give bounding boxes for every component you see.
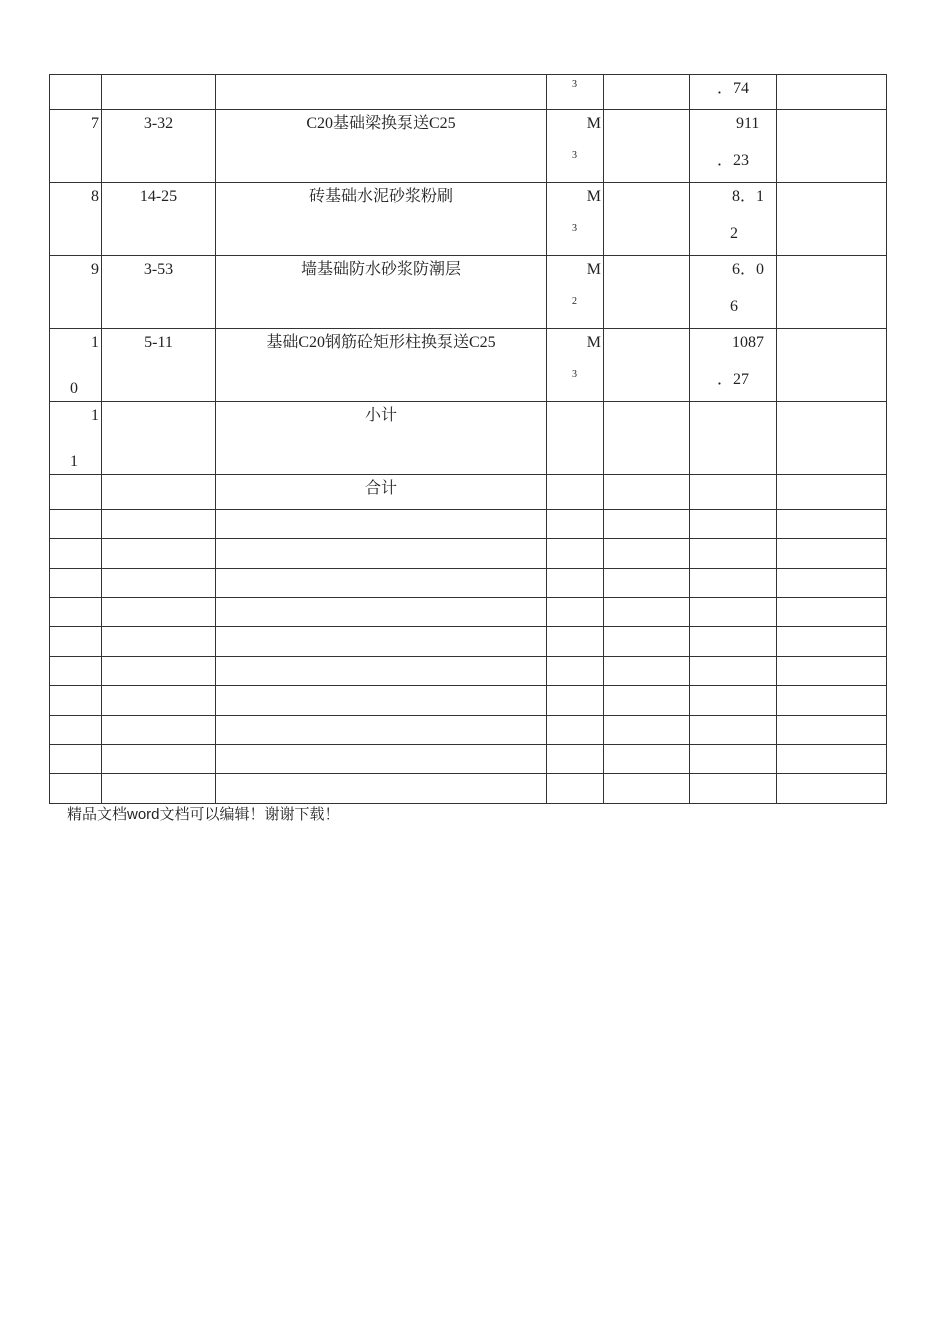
empty-row — [50, 627, 887, 657]
empty-row — [50, 539, 887, 569]
quantity-cell: 8．1 2 — [690, 183, 777, 256]
total-row — [50, 475, 887, 510]
empty-row — [50, 745, 887, 774]
quantity-cell: 911 ．23 — [690, 110, 777, 183]
unit-cell: M 3 — [547, 183, 604, 256]
quantity-table — [49, 74, 887, 804]
unit-cell — [547, 75, 604, 110]
seq-cell: 7 — [50, 110, 102, 183]
unit-cell: M 3 — [547, 329, 604, 402]
footer-note: 精品文档word文档可以编辑！谢谢下载！ — [67, 806, 340, 823]
item-name-cell: C20基础梁换泵送C25 — [216, 110, 547, 183]
unit-superscript: 3 — [572, 79, 577, 90]
table-row — [50, 329, 887, 402]
table-row — [50, 256, 887, 329]
subtotal-row — [50, 402, 887, 475]
empty-row — [50, 774, 887, 804]
empty-row — [50, 686, 887, 716]
item-name-cell: 基础C20钢筋砼矩形柱换泵送C25 — [216, 329, 547, 402]
empty-row — [50, 598, 887, 627]
code-cell: 3-53 — [102, 256, 216, 329]
empty-row — [50, 657, 887, 686]
table-row — [50, 183, 887, 256]
total-label: 合计 — [216, 475, 547, 510]
code-cell: 3-32 — [102, 110, 216, 183]
item-name-cell: 砖基础水泥砂浆粉刷 — [216, 183, 547, 256]
quantity-cell: 1087 ．27 — [690, 329, 777, 402]
quantity-cell — [690, 75, 777, 110]
table-row-continued — [50, 75, 887, 110]
code-cell: 14-25 — [102, 183, 216, 256]
code-cell: 5-11 — [102, 329, 216, 402]
empty-row — [50, 569, 887, 598]
empty-row — [50, 510, 887, 539]
table-row — [50, 110, 887, 183]
seq-cell: 1 1 — [50, 402, 102, 475]
unit-cell: M 2 — [547, 256, 604, 329]
seq-cell: 9 — [50, 256, 102, 329]
quantity-value: ．74 — [717, 80, 750, 97]
seq-cell: 1 0 — [50, 329, 102, 402]
empty-row — [50, 716, 887, 745]
seq-cell: 8 — [50, 183, 102, 256]
quantity-cell: 6．0 6 — [690, 256, 777, 329]
unit-cell: M 3 — [547, 110, 604, 183]
subtotal-label: 小计 — [216, 402, 547, 475]
item-name-cell: 墙基础防水砂浆防潮层 — [216, 256, 547, 329]
